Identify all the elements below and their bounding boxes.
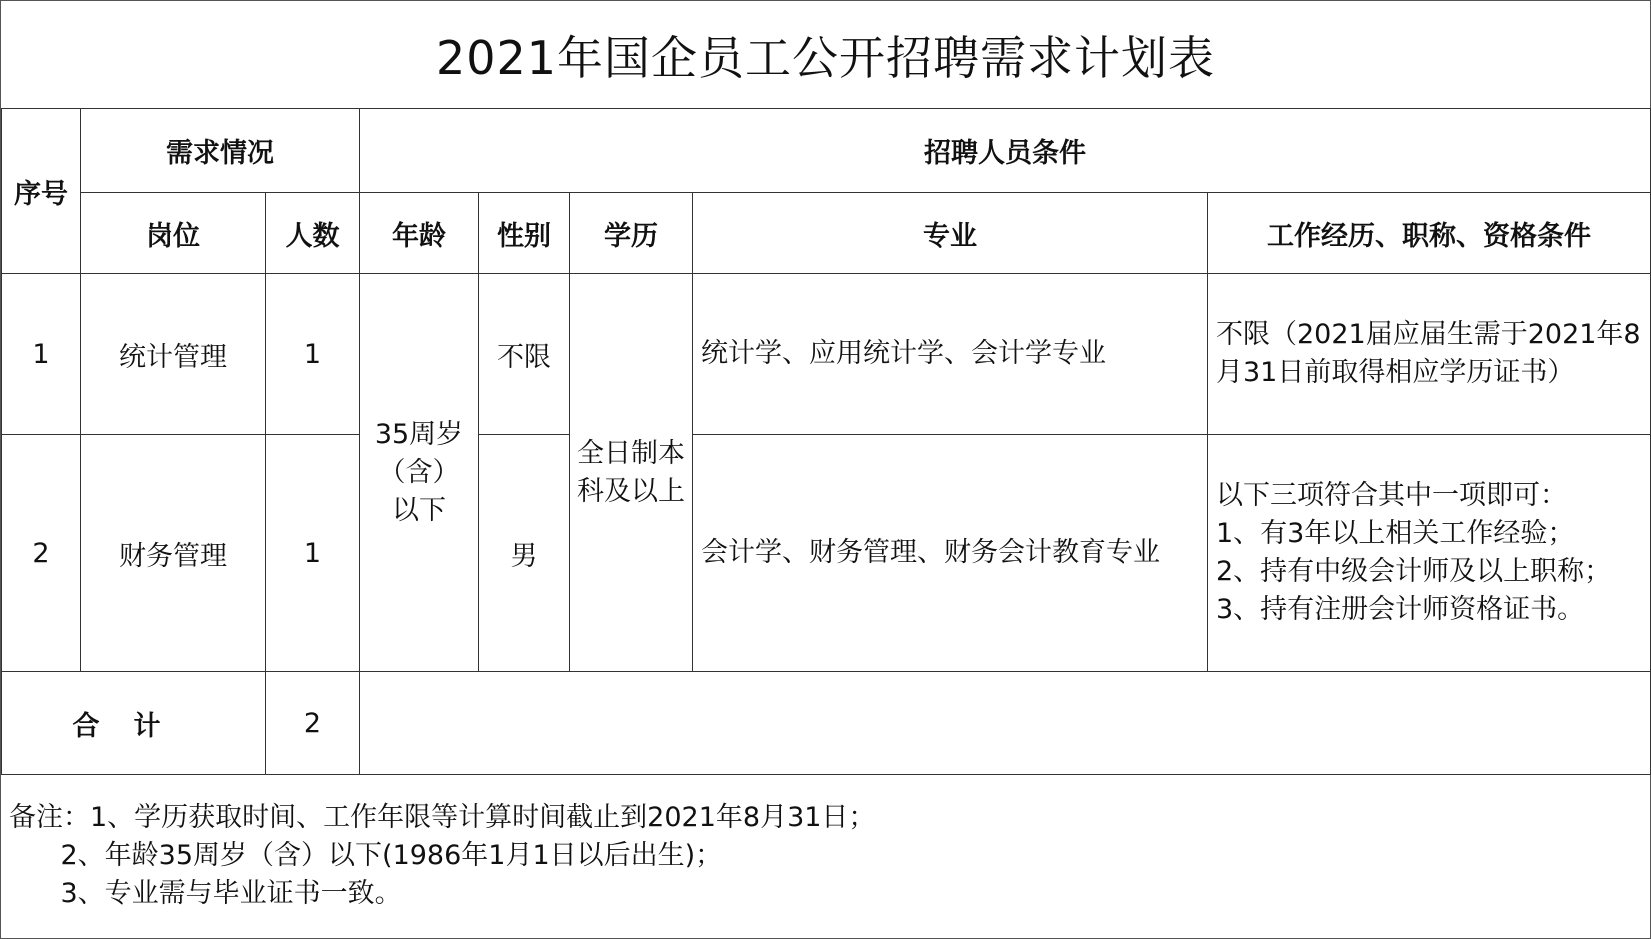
- header-conditions: 招聘人员条件: [360, 109, 1651, 193]
- age-line: 以下: [392, 494, 446, 526]
- total-empty-cell: [360, 672, 1651, 775]
- header-seq: 序号: [2, 109, 81, 274]
- row-post: 财务管理: [81, 435, 266, 672]
- header-demand: 需求情况: [81, 109, 360, 193]
- header-experience: 工作经历、职称、资格条件: [1208, 193, 1651, 274]
- experience-line: 以下三项符合其中一项即可：: [1216, 480, 1567, 511]
- education-line: 科及以上: [577, 475, 685, 507]
- header-post: 岗位: [81, 193, 266, 274]
- education-cell: [570, 274, 693, 672]
- row-count: 1: [266, 274, 360, 435]
- document-title: 2021年国企员工公开招聘需求计划表: [1, 1, 1650, 109]
- note-line: 2、年龄35周岁（含）以下(1986年1月1日以后出生)；: [9, 840, 723, 871]
- header-row-2: [2, 193, 1651, 274]
- table-row: [2, 274, 1651, 435]
- header-row-1: [2, 109, 1651, 193]
- table-row: [2, 435, 1651, 672]
- age-line: 35周岁: [374, 418, 464, 450]
- notes: [9, 799, 875, 913]
- experience-line: 不限（2021届应届生需于2021年8: [1216, 319, 1641, 350]
- row-major: 会计学、财务管理、财务会计教育专业: [693, 435, 1208, 672]
- recruitment-table: [1, 108, 1651, 775]
- experience-line: 2、持有中级会计师及以上职称；: [1216, 556, 1612, 587]
- row-major: 统计学、应用统计学、会计学专业: [693, 274, 1208, 435]
- row-gender: 男: [479, 435, 570, 672]
- header-major: 专业: [693, 193, 1208, 274]
- row-count: 1: [266, 435, 360, 672]
- row-gender: 不限: [479, 274, 570, 435]
- header-age: 年龄: [360, 193, 479, 274]
- age-cell: [360, 274, 479, 672]
- row-seq: 1: [2, 274, 81, 435]
- note-line: 备注：1、学历获取时间、工作年限等计算时间截止到2021年8月31日；: [9, 802, 876, 833]
- header-count: 人数: [266, 193, 360, 274]
- experience-line: 3、持有注册会计师资格证书。: [1216, 594, 1585, 625]
- total-label: 合计: [2, 672, 266, 775]
- header-education: 学历: [570, 193, 693, 274]
- header-gender: 性别: [479, 193, 570, 274]
- row-experience: [1208, 435, 1651, 672]
- experience-line: 月31日前取得相应学历证书）: [1216, 357, 1575, 388]
- age-line: （含）: [378, 456, 460, 488]
- total-count: 2: [266, 672, 360, 775]
- experience-line: 1、有3年以上相关工作经验；: [1216, 518, 1575, 549]
- row-experience: [1208, 274, 1651, 435]
- education-line: 全日制本: [577, 437, 685, 469]
- note-line: 3、专业需与毕业证书一致。: [9, 878, 402, 909]
- total-row: [2, 672, 1651, 775]
- row-seq: 2: [2, 435, 81, 672]
- row-post: 统计管理: [81, 274, 266, 435]
